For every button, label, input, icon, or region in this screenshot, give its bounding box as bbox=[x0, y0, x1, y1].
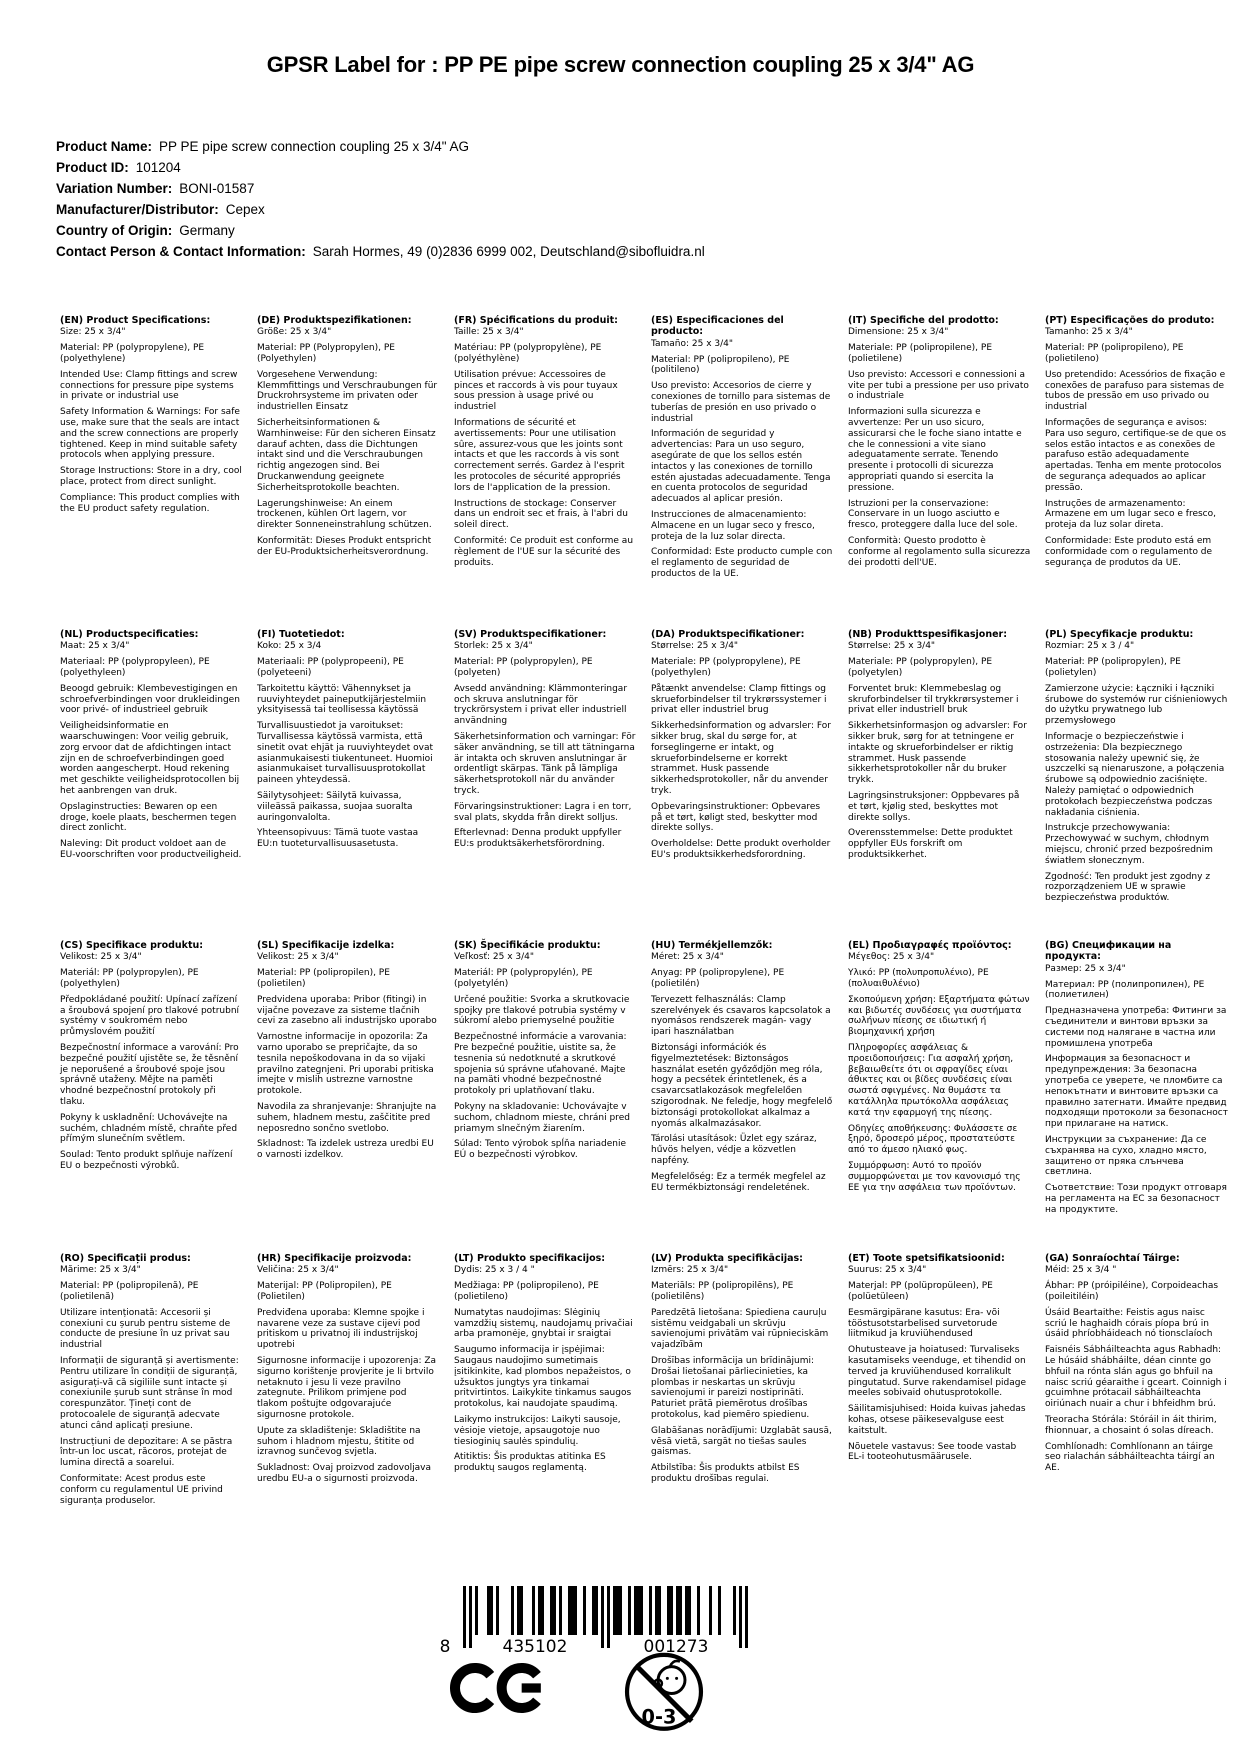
spec-paragraph: Conformité: Ce produit est conforme au règlement de l'UE sur la sécurité des produits. bbox=[454, 535, 634, 568]
spec-paragraph: Materiale: PP (polypropylen), PE (polyetylen) bbox=[848, 657, 993, 678]
language-block-lt bbox=[454, 1253, 637, 1479]
product-field-row bbox=[56, 241, 705, 262]
language-block-pl bbox=[1045, 629, 1228, 909]
spec-paragraph: Bezpečnostní informace a varování: Pro bezpečné použití ujistěte se, že těsnění je neporušené a šroubové spoje jsou správně utaženy. Mějte na paměti vhodné bezpečnostní protokoly při tlaku. bbox=[60, 1042, 239, 1107]
spec-paragraph: Velikost: 25 x 3/4" bbox=[60, 952, 142, 963]
age-warning-label: 0-3 bbox=[641, 1705, 677, 1729]
spec-paragraph: Säkerhetsinformation och varningar: För säker användning, se till att tätningarna är intakta och skruven anslutningar är ordentligt skärpas. Tänk på lämpliga säkerhetsprotokoll när du använder tryck. bbox=[454, 731, 636, 796]
language-block-hu bbox=[651, 940, 834, 1198]
barcode-digit-group-left: 435102 bbox=[502, 1637, 568, 1656]
spec-paragraph: Veličina: 25 x 3/4" bbox=[257, 1265, 339, 1276]
spec-paragraph: Overholdelse: Dette produkt overholder EU's produktsikkerhedsforordning. bbox=[651, 839, 831, 860]
language-block-bg bbox=[1045, 940, 1228, 1221]
spec-paragraph: Предназначена употреба: Фитинги за съединители и винтови връзки за системи под налягане в частна или промишлена употреба bbox=[1045, 1006, 1227, 1049]
language-block-da bbox=[651, 629, 834, 866]
spec-paragraph: Veiligheidsinformatie en waarschuwingen: Voor veilig gebruik, zorg ervoor dat de afdichtingen intact zijn en de schroefverbindingen goed worden aangescherpt. Houd rekening met geschikte veiligheidsprotocollen bij het aanbrengen van druk. bbox=[60, 721, 240, 796]
spec-paragraph: Material: PP (polipropilen), PE (polietilen) bbox=[257, 968, 390, 989]
spec-paragraph: Suurus: 25 x 3/4" bbox=[848, 1265, 927, 1276]
spec-paragraph: Yhteensopivuus: Tämä tuote vastaa EU:n tuoteturvallisuusasetusta. bbox=[257, 828, 419, 850]
product-field-value: Sarah Hormes, 49 (0)2836 6999 002, Deutschland@sibofluidra.nl bbox=[312, 244, 705, 259]
spec-paragraph: Lagerungshinweise: An einem trockenen, kühlen Ort lagern, vor direkter Sonneneinstrahlung schützen. bbox=[257, 498, 432, 531]
spec-paragraph: Dydis: 25 x 3 / 4 " bbox=[454, 1265, 535, 1276]
spec-paragraph: Varnostne informacije in opozorila: Za varno uporabo se prepričajte, da so tesnila nepoškodovana in da so vijaki pravilno zategnjeni. Pri uporabi pritiska imejte v mislih ustrezne varnostne protokole. bbox=[257, 1032, 434, 1097]
language-block-header: (BG) Спецификации на продукта: bbox=[1045, 940, 1172, 963]
spec-paragraph: Material: PP (polypropylen), PE (polyeten) bbox=[454, 657, 593, 678]
language-block-hr bbox=[257, 1253, 440, 1490]
product-field-row bbox=[56, 136, 705, 157]
product-field-row bbox=[56, 157, 705, 178]
ce-mark-svg bbox=[450, 1660, 550, 1716]
spec-paragraph: Intended Use: Clamp fittings and screw connections for pressure pipe systems in private or industrial use bbox=[60, 369, 238, 402]
language-block-header: (FI) Tuotetiedot: bbox=[257, 629, 345, 640]
language-block-header: (ES) Especificaciones del producto: bbox=[651, 315, 784, 338]
spec-paragraph: Maat: 25 x 3/4" bbox=[60, 641, 130, 652]
language-block-fr bbox=[454, 315, 637, 573]
spec-paragraph: Tamanho: 25 x 3/4" bbox=[1045, 327, 1133, 338]
language-block-header: (SL) Specifikacije izdelka: bbox=[257, 940, 395, 951]
spec-paragraph: Instrucțiuni de depozitare: A se păstra într-un loc uscat, răcoros, protejat de lumina directă a soarelui. bbox=[60, 1436, 233, 1469]
spec-paragraph: Avsedd användning: Klämmonteringar och skruva anslutningar för tryckrörsystem i privat eller industriell användning bbox=[454, 683, 628, 727]
spec-paragraph: Materiaali: PP (polypropeeni), PE (polyeteeni) bbox=[257, 657, 404, 678]
product-info bbox=[56, 136, 705, 262]
spec-paragraph: Úsáid Beartaithe: Feistis agus naisc scriú le haghaidh córais píopa brú in úsáid phríobháideach nó tionsclaíoch bbox=[1045, 1307, 1213, 1340]
spec-paragraph: Informacje o bezpieczeństwie i ostrzeżenia: Dla bezpiecznego stosowania należy upewnić się, że uszczelki są nienaruszone, a połączenia śrubowe są odpowiednio zaciśnięte. Należy pamiętać o odpowiednich protokołach bezpieczeństwa podczas nakładania ciśnienia. bbox=[1045, 731, 1225, 818]
spec-paragraph: Nõuetele vastavus: See toode vastab EL-i tooteohutusmäärusele. bbox=[848, 1441, 1017, 1463]
spec-paragraph: Predvidena uporaba: Pribor (fitingi) in vijačne povezave za sisteme tlačnih cevi za zasebno ali industrijsko uporabo bbox=[257, 994, 437, 1027]
language-block-sk bbox=[454, 940, 637, 1166]
spec-paragraph: Tárolási utasítások: Üzlet egy száraz, hűvös helyen, védje a közvetlen napfény. bbox=[651, 1134, 817, 1166]
spec-paragraph: Материал: PP (полипропилен), PE (полиетилен) bbox=[1045, 979, 1205, 1001]
spec-paragraph: Atbilstība: Šis produkts atbilst ES produktu drošības regulai. bbox=[651, 1463, 800, 1484]
language-block-header: (DE) Produktspezifikationen: bbox=[257, 315, 412, 326]
spec-paragraph: Materjal: PP (polüpropüleen), PE (polüetüleen) bbox=[848, 1281, 993, 1302]
spec-paragraph: Conformitate: Acest produs este conform cu regulamentul UE privind siguranța produselor. bbox=[60, 1473, 223, 1506]
spec-paragraph: Opbevaringsinstruktioner: Opbevares på et tørt, køligt sted, beskytter mod direkte sollys. bbox=[651, 801, 821, 834]
product-field-value: Germany bbox=[179, 223, 235, 238]
spec-paragraph: Glabāšanas norādījumi: Uzglabāt sausā, vēsā vietā, sargāt no tiešas saules gaismas. bbox=[651, 1425, 832, 1458]
spec-paragraph: Förvaringsinstruktioner: Lagra i en torr, sval plats, skydda från direkt solljus. bbox=[454, 801, 632, 823]
spec-paragraph: Compliance: This product complies with the EU product safety regulation. bbox=[60, 492, 240, 514]
language-block-sv bbox=[454, 629, 637, 855]
spec-paragraph: Uso previsto: Accessori e connessioni a vite per tubi a pressione per uso privato o industriale bbox=[848, 369, 1029, 402]
product-field-value: BONI-01587 bbox=[179, 181, 255, 196]
spec-paragraph: Sukladnost: Ovaj proizvod zadovoljava uredbu EU-a o sigurnosti proizvoda. bbox=[257, 1463, 431, 1484]
language-block-fi bbox=[257, 629, 440, 855]
spec-paragraph: Súlad: Tento výrobok spĺňa nariadenie EÚ o bezpečnosti výrobkov. bbox=[454, 1139, 627, 1161]
spec-paragraph: Uso previsto: Accesorios de cierre y conexiones de tornillo para sistemas de tuberías de presión en uso privado o industrial bbox=[651, 381, 831, 424]
spec-paragraph: Forventet bruk: Klemmebeslag og skruforbindelser til trykkrørsystemer i privat eller industriell bruk bbox=[848, 683, 1019, 716]
spec-paragraph: Beoogd gebruik: Klembevestigingen en schroefverbindingen voor drukleidingen voor privé- of industrieel gebruik bbox=[60, 683, 240, 716]
language-block-ro bbox=[60, 1253, 243, 1511]
spec-paragraph: Tervezett felhasználás: Clamp szerelvények és csavaros kapcsolatok a nyomásos rendszerek magán- vagy ipari használatban bbox=[651, 994, 831, 1038]
page-title: GPSR Label for : PP PE pipe screw connection coupling 25 x 3/4" AG bbox=[266, 52, 975, 77]
spec-paragraph: Numatytas naudojimas: Slėginių vamzdžių sistemų, naudojamų privačiai arba pramonėje, gnybtai ir sraigtai bbox=[454, 1307, 633, 1340]
spec-paragraph: Soulad: Tento produkt splňuje nařízení EU o bezpečnosti výrobků. bbox=[60, 1150, 233, 1171]
spec-paragraph: Materiale: PP (polipropilene), PE (polietilene) bbox=[848, 343, 992, 364]
spec-paragraph: Conformità: Questo prodotto è conforme al regolamento sulla sicurezza dei prodotti dell'UE. bbox=[848, 535, 1031, 568]
spec-paragraph: Размер: 25 x 3/4" bbox=[1045, 963, 1126, 974]
spec-paragraph: Sikkerhetsinformasjon og advarsler: For sikker bruk, sørg for at tetningene er intakte og skrueforbindelser er riktig strammet. Husk passende sikkerhetsprotokoller når du bruker trykk. bbox=[848, 721, 1027, 786]
spec-paragraph: Saugumo informacija ir įspėjimai: Saugaus naudojimo sumetimais įsitikinkite, kad plombos nepažeistos, o užsuktos jungtys yra tinkamai pritvirtintos. Laikykite tinkamus saugos protokolus, kai naudojate spaudimą. bbox=[454, 1345, 632, 1410]
language-block-header: (PL) Specyfikacje produktu: bbox=[1045, 629, 1194, 640]
spec-paragraph: Atitiktis: Šis produktas atitinka ES produktų saugos reglamentą. bbox=[454, 1452, 606, 1474]
spec-paragraph: Información de seguridad y advertencias: Para un uso seguro, asegúrate de que los sellos estén intactos y las conexiones de tornillo estén ajustadas adecuadamente. Tenga en cuenta protocolos de seguridad adecuados al aplicar presión. bbox=[651, 429, 831, 505]
barcode-digit-first: 8 bbox=[439, 1637, 451, 1656]
spec-paragraph: Medžiaga: PP (polipropileno), PE (polietileno) bbox=[454, 1281, 599, 1302]
spec-paragraph: Upute za skladištenje: Skladištite na suhom i hladnom mjestu, štitite od izravnog sunčevog svjetla. bbox=[257, 1425, 421, 1458]
language-block-de bbox=[257, 315, 440, 563]
age-warning-0-3-icon bbox=[622, 1648, 706, 1748]
spec-paragraph: Materiał: PP (polipropylen), PE (polietylen) bbox=[1045, 657, 1181, 678]
language-block-header: (LT) Produkto specifikacijos: bbox=[454, 1253, 606, 1264]
language-block-pt bbox=[1045, 315, 1228, 573]
spec-paragraph: Predviđena uporaba: Klemne spojke i navarene veze za sustave cijevi pod pritiskom u privatnoj ili industrijskoj upotrebi bbox=[257, 1307, 425, 1351]
spec-paragraph: Koko: 25 x 3/4 bbox=[257, 641, 322, 652]
language-block-header: (LV) Produkta specifikācijas: bbox=[651, 1253, 803, 1264]
spec-paragraph: Πληροφορίες ασφάλειας & προειδοποιήσεις: Για ασφαλή χρήση, βεβαιωθείτε ότι οι σφραγίδες είναι άθικτες και οι βίδες συνδέσεις είναι σωστά σφιγμένες. Να θυμάστε τα κατάλληλα πρωτόκολλα ασφάλειας κατά την εφαρμογή της πίεσης. bbox=[848, 1042, 1014, 1118]
spec-paragraph: Material: PP (Polypropylen), PE (Polyethylen) bbox=[257, 343, 395, 364]
spec-paragraph: Påtænkt anvendelse: Clamp fittings og skrueforbindelser til trykrørssystemer i privat eller industriel brug bbox=[651, 683, 827, 716]
spec-paragraph: Pokyny k uskladnění: Uchovávejte na suchém, chladném místě, chraňte před přímým slunečním světlem. bbox=[60, 1112, 238, 1145]
spec-paragraph: Dimensione: 25 x 3/4" bbox=[848, 327, 949, 338]
spec-paragraph: Materiaal: PP (polypropyleen), PE (polyethyleen) bbox=[60, 657, 210, 678]
product-field-label: Country of Origin: bbox=[56, 223, 173, 238]
spec-paragraph: Informations de sécurité et avertissements: Pour une utilisation sûre, assurez-vous que les joints sont intacts et que les raccords à vis sont correctement serrés. Gardez à l'esprit les protocoles de sécurité appropriés lors de l'application de la pression. bbox=[454, 417, 625, 493]
product-field-value: PP PE pipe screw connection coupling 25 x 3/4" AG bbox=[159, 139, 470, 154]
spec-paragraph: Sikkerhedsinformation og advarsler: For sikker brug, skal du sørge for, at forseglingerne er intakt, og skrueforbindelserne er korrekt strammet. Husk passende sikkerhedsprotokoller, når du anvender tryk. bbox=[651, 721, 831, 796]
spec-paragraph: Størrelse: 25 x 3/4" bbox=[848, 641, 936, 652]
spec-paragraph: Skladnost: Ta izdelek ustreza uredbi EU o varnosti izdelkov. bbox=[257, 1139, 434, 1161]
spec-paragraph: Vorgesehene Verwendung: Klemmfittings und Verschraubungen für Druckrohrsysteme im privaten oder industriellen Einsatz bbox=[257, 369, 438, 413]
language-block-cs bbox=[60, 940, 243, 1177]
spec-paragraph: Sigurnosne informacije i upozorenja: Za sigurno korištenje provjerite je li brtvilo netaknuto i jesu li veze pravilno zategnute. Prilikom primjene pod tlakom poštujte odgovarajuće sigurnosne protokole. bbox=[257, 1355, 437, 1420]
language-block-header: (SV) Produktspecifikationer: bbox=[454, 629, 607, 640]
language-block-en bbox=[60, 315, 243, 519]
language-block-header: (EN) Product Specifications: bbox=[60, 315, 211, 326]
spec-paragraph: Sicherheitsinformationen & Warnhinweise: Für den sicheren Einsatz darauf achten, dass die Dichtungen intakt sind und die Verschraubungen richtig angezogen sind. Bei Druckanwendung geeignete Sicherheitsprotokolle beachten. bbox=[257, 417, 436, 493]
spec-paragraph: Veľkosť: 25 x 3/4" bbox=[454, 952, 535, 963]
language-block-header: (HU) Termékjellemzők: bbox=[651, 940, 773, 951]
language-block-header: (GA) Sonraíochtaí Táirge: bbox=[1045, 1253, 1180, 1264]
spec-paragraph: Treoracha Stórála: Stóráil in áit thirim, fhionnuar, a chosaint ó solas díreach. bbox=[1045, 1414, 1217, 1436]
spec-paragraph: Material: PP (polipropileno), PE (polietileno) bbox=[1045, 343, 1184, 364]
spec-paragraph: Tarkoitettu käyttö: Vähennykset ja ruuviyhteydet paineputkijärjestelmiin yksityisessä tai teollisessa käytössä bbox=[257, 683, 427, 716]
spec-paragraph: Izmērs: 25 x 3/4" bbox=[651, 1265, 729, 1276]
spec-paragraph: Größe: 25 x 3/4" bbox=[257, 327, 332, 338]
spec-paragraph: Materiál: PP (polypropylén), PE (polyetylén) bbox=[454, 968, 593, 989]
language-block-et bbox=[848, 1253, 1031, 1468]
barcode-bars bbox=[435, 1586, 754, 1656]
spec-paragraph: Conformidad: Este producto cumple con el reglamento de seguridad de productos de la UE. bbox=[651, 547, 833, 579]
language-block-header: (NB) Produkttspesifikasjoner: bbox=[848, 629, 1008, 640]
spec-paragraph: Megfelelőség: Ez a termék megfelel az EU termékbiztonsági rendeletének. bbox=[651, 1171, 826, 1193]
spec-paragraph: Předpokládané použití: Upínací zařízení a šroubová spojení pro tlakové potrubní systémy v soukromém nebo průmyslovém použití bbox=[60, 994, 240, 1038]
language-block-nb bbox=[848, 629, 1031, 866]
spec-paragraph: Material: PP (polipropileno), PE (politileno) bbox=[651, 354, 790, 376]
spec-paragraph: Naleving: Dit product voldoet aan de EU-voorschriften voor productveiligheid. bbox=[60, 839, 242, 860]
spec-paragraph: Instrucciones de almacenamiento: Almacene en un lugar seco y fresco, proteja de la luz solar directa. bbox=[651, 509, 815, 542]
product-field-label: Contact Person & Contact Information: bbox=[56, 244, 306, 259]
spec-paragraph: Utilisation prévue: Accessoires de pinces et raccords à vis pour tuyaux sous pression à usage privé ou industriel bbox=[454, 369, 618, 413]
spec-paragraph: Størrelse: 25 x 3/4" bbox=[651, 641, 739, 652]
spec-paragraph: Rozmiar: 25 x 3 / 4" bbox=[1045, 641, 1135, 652]
spec-paragraph: Συμμόρφωση: Αυτό το προϊόν συμμορφώνεται με τον κανονισμό της ΕΕ για την ασφάλεια των προϊόντων. bbox=[848, 1160, 1021, 1193]
spec-paragraph: Material: PP (polipropilenă), PE (polietilenă) bbox=[60, 1281, 199, 1302]
spec-paragraph: Istruzioni per la conservazione: Conservare in un luogo asciutto e fresco, proteggere dalla luce del sole. bbox=[848, 498, 1018, 531]
spec-paragraph: Paredzētā lietošana: Spiediena cauruļu sistēmu veidgabali un skrūvju savienojumi privātām vai rūpnieciskām vajadzībām bbox=[651, 1307, 829, 1351]
spec-paragraph: Conformidade: Este produto está em conformidade com o regulamento de segurança de produtos da UE. bbox=[1045, 535, 1213, 568]
language-block-es bbox=[651, 315, 834, 585]
spec-paragraph: Tamaño: 25 x 3/4" bbox=[651, 338, 734, 349]
barcode-digit-group-right: 001273 bbox=[643, 1637, 709, 1656]
spec-paragraph: Σκοπούμενη χρήση: Εξαρτήματα φώτων και βιδωτές συνδέσεις για συστήματα σωλήνων πίεσης σε ιδιωτική ή βιομηχανική χρήση bbox=[848, 994, 1030, 1038]
language-block-header: (IT) Specifiche del prodotto: bbox=[848, 315, 999, 326]
spec-paragraph: Μέγεθος: 25 x 3/4" bbox=[848, 952, 935, 963]
language-block-sl bbox=[257, 940, 440, 1166]
spec-paragraph: Efterlevnad: Denna produkt uppfyller EU:s produktsäkerhetsförordning. bbox=[454, 828, 622, 850]
spec-paragraph: Säilitamisjuhised: Hoida kuivas jahedas kohas, otsese päikesevalguse eest kaitstult. bbox=[848, 1404, 1026, 1436]
product-field-row bbox=[56, 220, 705, 241]
language-block-header: (FR) Spécifications du produit: bbox=[454, 315, 618, 326]
spec-paragraph: Material: PP (polypropylene), PE (polyethylene) bbox=[60, 343, 205, 364]
spec-paragraph: Materiale: PP (polypropylene), PE (polyethylen) bbox=[651, 657, 801, 678]
spec-paragraph: Uso pretendido: Acessórios de fixação e conexões de parafuso para sistemas de tubos de pressão em uso privado ou industrial bbox=[1045, 369, 1226, 413]
product-field-value: 101204 bbox=[135, 160, 181, 175]
spec-paragraph: Navodila za shranjevanje: Shranjujte na suhem, hladnem mestu, zaščitite pred neposredno sončno svetlobo. bbox=[257, 1101, 437, 1134]
language-block-ga bbox=[1045, 1253, 1228, 1479]
spec-paragraph: Materijal: PP (Polipropilen), PE (Polietilen) bbox=[257, 1281, 392, 1302]
spec-paragraph: Size: 25 x 3/4" bbox=[60, 327, 126, 338]
spec-paragraph: Informações de segurança e avisos: Para uso seguro, certifique-se de que os selos estão intactos e as conexões de parafuso estão adequadamente apertadas. Tenha em mente protocolos de segurança adequados ao aplicar pressão. bbox=[1045, 417, 1227, 493]
product-field-value: Cepex bbox=[225, 202, 265, 217]
language-block-header: (SK) Špecifikácie produktu: bbox=[454, 940, 601, 951]
spec-paragraph: Mărime: 25 x 3/4" bbox=[60, 1265, 141, 1276]
spec-paragraph: Informații de siguranță și avertismente: Pentru utilizare în condiții de siguranță, asigurați-vă că sigiliile sunt intacte și conexiunile șurub sunt strânse în mod corespunzător. Țineți cont de protocoalele de siguranță adecvate atunci când aplicați presiune. bbox=[60, 1355, 239, 1431]
spec-paragraph: Safety Information & Warnings: For safe use, make sure that the seals are intact and the screw connections are properly tightened. Keep in mind suitable safety protocols when applying pressure. bbox=[60, 407, 240, 461]
language-block-header: (CS) Specifikace produktu: bbox=[60, 940, 204, 951]
spec-paragraph: Anyag: PP (polipropylene), PE (polietilén) bbox=[651, 968, 785, 989]
spec-paragraph: Ábhar: PP (próipiléine), Corpoideachas (poileitiléin) bbox=[1045, 1281, 1219, 1302]
spec-paragraph: Laikymo instrukcijos: Laikyti sausoje, vėsioje vietoje, apsaugotoje nuo tiesioginių saulės spindulių. bbox=[454, 1414, 621, 1447]
product-field-label: Manufacturer/Distributor: bbox=[56, 202, 219, 217]
spec-paragraph: Instructions de stockage: Conserver dans un endroit sec et frais, à l'abri du soleil direct. bbox=[454, 498, 628, 531]
spec-paragraph: Faisnéis Sábháilteachta agus Rabhadh: Le húsáid shábháilte, déan cinnte go bhfuil na rónta slán agus go bhfuil na naisc scriú géaraithe i gceart. Coinnigh i gcuimhne prótacail sábháilteachta oiriúnach nuair a chur i bhfeidhm brú. bbox=[1045, 1345, 1227, 1410]
spec-paragraph: Méid: 25 x 3/4 " bbox=[1045, 1265, 1117, 1276]
spec-paragraph: Инструкции за съхранение: Да се съхранява на сухо, хладно място, защитено от пряка слънчева светлина. bbox=[1045, 1134, 1207, 1178]
spec-paragraph: Určené použitie: Svorka a skrutkovacie spojky pre tlakové potrubia systémy v súkromí alebo priemyselné použitie bbox=[454, 994, 630, 1027]
product-field-label: Variation Number: bbox=[56, 181, 173, 196]
spec-paragraph: Velikost: 25 x 3/4" bbox=[257, 952, 339, 963]
spec-paragraph: Информация за безопасност и предупреждения: За безопасна употреба се уверете, че пломбите са непокътнати и винтовите връзки са правилно затегнати. Имайте предвид подходящи протоколи за безопасност при прилагане на натиск. bbox=[1045, 1054, 1228, 1130]
spec-paragraph: Comhlíonadh: Comhlíonann an táirge seo rialachán sábháilteachta táirgí an AE. bbox=[1045, 1441, 1215, 1474]
spec-paragraph: Opslaginstructies: Bewaren op een droge, koele plaats, beschermen tegen direct zonlicht. bbox=[60, 801, 237, 834]
ean13-barcode bbox=[435, 1586, 754, 1660]
product-field-label: Product Name: bbox=[56, 139, 153, 154]
language-block-nl bbox=[60, 629, 243, 866]
ce-mark-icon bbox=[450, 1660, 550, 1720]
product-field-row bbox=[56, 199, 705, 220]
language-block-header: (PT) Especificações do produto: bbox=[1045, 315, 1215, 326]
language-block-header: (RO) Specificații produs: bbox=[60, 1253, 191, 1264]
spec-paragraph: Zgodność: Ten produkt jest zgodny z rozporządzeniem UE w sprawie bezpieczeństwa produktów. bbox=[1045, 871, 1211, 904]
language-block-header: (ET) Toote spetsifikatsioonid: bbox=[848, 1253, 1005, 1264]
spec-paragraph: Materiál: PP (polypropylen), PE (polyethylen) bbox=[60, 968, 199, 989]
spec-paragraph: Eesmärgipärane kasutus: Era- või tööstusotstarbelised survetorude liitmikud ja kruviühendused bbox=[848, 1307, 1000, 1340]
language-block-header: (NL) Productspecificaties: bbox=[60, 629, 199, 640]
spec-paragraph: Instruções de armazenamento: Armazene em um lugar seco e fresco, proteja da luz solar direta. bbox=[1045, 498, 1216, 531]
spec-paragraph: Overensstemmelse: Dette produktet oppfyller EUs forskrift om produktsikkerhet. bbox=[848, 828, 1013, 860]
product-field-row bbox=[56, 178, 705, 199]
spec-paragraph: Съответствие: Този продукт отговаря на регламента на ЕС за безопасност на продуктите. bbox=[1045, 1183, 1227, 1215]
spec-paragraph: Taille: 25 x 3/4" bbox=[454, 327, 524, 338]
spec-paragraph: Matériau: PP (polypropylène), PE (polyéthylène) bbox=[454, 343, 602, 364]
spec-paragraph: Utilizare intenționată: Accesorii și conexiuni cu șurub pentru sisteme de conducte de presiune în uz privat sau industrial bbox=[60, 1307, 231, 1351]
spec-paragraph: Storlek: 25 x 3/4" bbox=[454, 641, 533, 652]
spec-paragraph: Υλικό: PP (πολυπροπυλένιο), PE (πολυαιθυλένιο) bbox=[848, 968, 989, 989]
language-block-header: (DA) Produktspecifikationer: bbox=[651, 629, 805, 640]
age-warning-svg bbox=[622, 1648, 706, 1744]
spec-paragraph: Storage Instructions: Store in a dry, cool place, protect from direct sunlight. bbox=[60, 466, 242, 487]
product-field-label: Product ID: bbox=[56, 160, 129, 175]
language-block-it bbox=[848, 315, 1031, 573]
spec-paragraph: Lagringsinstruksjoner: Oppbevares på et tørt, kjølig sted, beskyttes mot direkte sollys. bbox=[848, 790, 1020, 823]
language-block-lv bbox=[651, 1253, 834, 1490]
language-block-header: (EL) Προδιαγραφές προϊόντος: bbox=[848, 940, 1012, 951]
language-block-header: (HR) Specifikacije proizvoda: bbox=[257, 1253, 412, 1264]
spec-paragraph: Konformität: Dieses Produkt entspricht der EU-Produktsicherheitsverordnung. bbox=[257, 535, 432, 557]
spec-paragraph: Méret: 25 x 3/4" bbox=[651, 952, 724, 963]
spec-paragraph: Drošības informācija un brīdinājumi: Drošai lietošanai pārliecinieties, ka plombas ir neskartas un skrūvju savienojumi ir pareizi nostiprināti. Paturiet prātā piemērotus drošības protokolus, kad piemēro spiedienu. bbox=[651, 1355, 815, 1420]
spec-paragraph: Ohutusteave ja hoiatused: Turvaliseks kasutamiseks veenduge, et tihendid on terved ja kruviühendused korralikult pingutatud. Surve rakendamisel pidage meeles sobivaid ohutusprotokolle. bbox=[848, 1345, 1027, 1399]
spec-paragraph: Turvallisuustiedot ja varoitukset: Turvallisessa käytössä varmista, että sinetit ovat ehjät ja ruuviyhteydet ovat asianmukaisesti tiukentuneet. Huomioi asianmukaiset turvallisuusprotokollat paineen yhteydessä. bbox=[257, 721, 433, 786]
spec-paragraph: Zamierzone użycie: Łączniki i łączniki śrubowe do systemów rur ciśnieniowych do użytku prywatnego lub przemysłowego bbox=[1045, 683, 1228, 727]
spec-paragraph: Säilytysohjeet: Säilytä kuivassa, viileässä paikassa, suojaa suoralta auringonvalolta. bbox=[257, 790, 413, 823]
spec-paragraph: Bezpečnostné informácie a varovania: Pre bezpečné použitie, uistite sa, že tesnenia sú nedotknuté a skrutkové spojenia sú správne uťahované. Majte na pamäti vhodné bezpečnostné protokoly pri uplatňovaní tlaku. bbox=[454, 1032, 627, 1097]
spec-paragraph: Biztonsági információk és figyelmeztetések: Biztonságos használat esetén győződjön meg róla, hogy a pecsétek érintetlenek, és a csavarcsatlakozások megfelelően szigorodnak. Ne feledje, hogy megfelelő biztonsági protokollokat alkalmaz a nyomás alkalmazásakor. bbox=[651, 1042, 833, 1129]
spec-paragraph: Instrukcje przechowywania: Przechowywać w suchym, chłodnym miejscu, chronić przed bezpośrednim światłem słonecznym. bbox=[1045, 823, 1213, 866]
spec-paragraph: Pokyny na skladovanie: Uchovávajte v suchom, chladnom mieste, chráni pred priamym slnečným žiarením. bbox=[454, 1101, 630, 1134]
language-block-el bbox=[848, 940, 1031, 1198]
spec-paragraph: Οδηγίες αποθήκευσης: Φυλάσσετε σε ξηρό, δροσερό μέρος, προστατεύστε από το άμεσο ηλιακό φως. bbox=[848, 1123, 1018, 1156]
spec-paragraph: Materiāls: PP (polipropilēns), PE (polietilēns) bbox=[651, 1281, 794, 1302]
spec-paragraph: Informazioni sulla sicurezza e avvertenze: Per un uso sicuro, assicurarsi che le foche siano intatte e che le connessioni a vite siano adeguatamente serrate. Tenendo presente i protocolli di sicurezza appropriati quando si esercita la pressione. bbox=[848, 407, 1022, 493]
